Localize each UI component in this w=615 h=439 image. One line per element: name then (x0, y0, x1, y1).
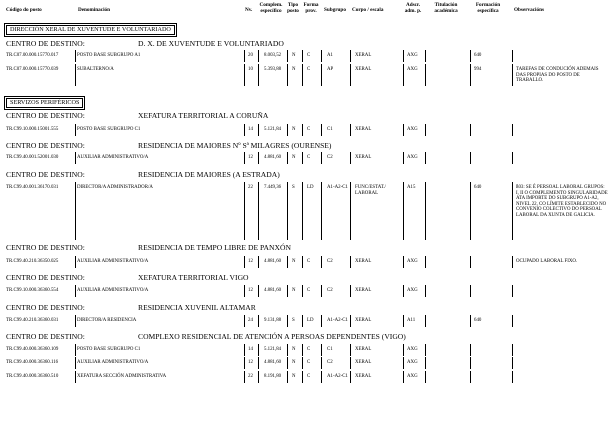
row-forma: LD (307, 185, 314, 190)
row-subgrupo: C2 (327, 259, 333, 264)
row-formacion: 994 (474, 67, 482, 72)
section-title: DIRECCIÓN XERAL DE XUVENTUDE E VOLUNTARIADO (6, 25, 175, 35)
row-nivel: 12 (248, 288, 253, 293)
row-complemento: 4.881,60 (264, 155, 282, 160)
row-subgrupo: A1-A2-C1 (327, 185, 348, 190)
row-codigo: TR.C99.40.210.36360.031 (6, 318, 59, 323)
column-separator (302, 64, 303, 86)
column-separator (512, 124, 513, 136)
row-complemento: 9.131,88 (264, 318, 282, 323)
column-separator (287, 357, 288, 369)
column-separator (350, 182, 351, 240)
column-separator (287, 371, 288, 383)
row-adscricion: AXG (407, 53, 418, 58)
column-separator (258, 152, 259, 164)
column-separator (512, 50, 513, 62)
column-separator (350, 285, 351, 297)
row-adscricion: AXG (407, 259, 418, 264)
header-tipo: Tipo posto (287, 2, 299, 14)
row-codigo: TR.C99.40.001.36170.031 (6, 185, 59, 190)
header-denominacion: Denominación (78, 7, 110, 13)
column-separator (350, 371, 351, 383)
column-separator (425, 344, 426, 356)
column-separator (287, 285, 288, 297)
column-separator (470, 315, 471, 327)
centro-destino-label: CENTRO DE DESTINO: (6, 332, 85, 341)
column-separator (403, 50, 404, 62)
row-nivel: 22 (248, 185, 253, 190)
column-separator (302, 152, 303, 164)
row-corpo: XERAL (355, 374, 372, 379)
row-denominacion: POSTO BASE SUBGRUPO A1 (77, 53, 141, 58)
row-forma: C (307, 53, 311, 58)
column-separator (244, 357, 245, 369)
row-subgrupo: C1 (327, 127, 333, 132)
column-separator (470, 124, 471, 136)
column-separator (512, 64, 513, 86)
row-subgrupo: A1-A2-C1 (327, 318, 348, 323)
row-tipo: N (292, 155, 296, 160)
column-separator (403, 152, 404, 164)
column-separator (75, 124, 76, 136)
row-complemento: 4.881,60 (264, 259, 282, 264)
column-separator (75, 315, 76, 327)
column-separator (258, 315, 259, 327)
row-subgrupo: A1-A2-C1 (327, 374, 348, 379)
column-separator (470, 357, 471, 369)
column-separator (258, 64, 259, 86)
column-separator (75, 50, 76, 62)
row-subgrupo: C1 (327, 347, 333, 352)
centro-destino-name: RESIDENCIA DE MAIORES Nº Sª MILAGRES (OURENSE) (138, 141, 332, 150)
column-separator (321, 50, 322, 62)
column-separator (425, 371, 426, 383)
column-separator (470, 285, 471, 297)
row-nivel: 12 (248, 155, 253, 160)
column-separator (302, 256, 303, 268)
row-corpo: XERAL (355, 288, 372, 293)
column-separator (287, 152, 288, 164)
column-separator (321, 315, 322, 327)
row-codigo: TR.C07.00.000.15770.039 (6, 67, 59, 72)
column-separator (512, 152, 513, 164)
column-separator (321, 124, 322, 136)
column-separator (321, 256, 322, 268)
row-tipo: N (292, 127, 296, 132)
row-observacions: OCUPADO LABORAL FIXO. (516, 259, 578, 264)
row-tipo: N (292, 347, 296, 352)
centro-destino-name: RESIDENCIA DE TEMPO LIBRE DE PANXÓN (138, 243, 291, 252)
row-complemento: 7.449,36 (264, 185, 282, 190)
column-separator (321, 182, 322, 240)
row-denominacion: AUXILIAR ADMINISTRATIVO/A (77, 288, 149, 293)
column-separator (287, 182, 288, 240)
row-forma: C (307, 347, 311, 352)
column-separator (258, 371, 259, 383)
column-separator (350, 344, 351, 356)
centro-destino-label: CENTRO DE DESTINO: (6, 273, 85, 282)
row-corpo: XERAL (355, 67, 372, 72)
row-codigo: TR.C99.40.000.36360.510 (6, 374, 59, 379)
row-tipo: N (292, 67, 296, 72)
column-separator (287, 315, 288, 327)
column-separator (512, 371, 513, 383)
row-codigo: TR.C99.40.001.52001.030 (6, 155, 59, 160)
column-separator (470, 344, 471, 356)
column-separator (512, 285, 513, 297)
row-observacions: TAREFAS DE CONDUCIÓN ADEMAIS DAS PROPIAS DO POSTO DE TRABALLO. (516, 67, 599, 83)
row-adscricion: AXG (407, 127, 418, 132)
column-separator (302, 344, 303, 356)
row-observacions: ß03: SE É PERSOAL LABORAL GRUPOS: I, II O COMPLEMENTO SINGULARIDADE ATA IMPORTE DO SUBGRUPO A1-A2, NIVEL 22, CO LÍMITE ESTABLECIDO NO CONVENIO COLECTIVO DO PERSOAL LABORAL DA XUNTA DE GALICIA. (516, 185, 608, 218)
column-separator (244, 64, 245, 86)
row-forma: C (307, 67, 311, 72)
column-separator (403, 371, 404, 383)
row-denominacion: POSTO BASE SUBGRUPO C1 (77, 127, 141, 132)
column-separator (258, 344, 259, 356)
column-separator (512, 344, 513, 356)
centro-destino-label: CENTRO DE DESTINO: (6, 141, 85, 150)
column-separator (302, 285, 303, 297)
row-corpo: XERAL (355, 318, 372, 323)
row-subgrupo: AP (327, 67, 334, 72)
centro-destino-label: CENTRO DE DESTINO: (6, 39, 85, 48)
row-complemento: 8.191,80 (264, 374, 282, 379)
column-separator (321, 285, 322, 297)
row-denominacion: AUXILIAR ADMINISTRATIVO/A (77, 259, 149, 264)
row-tipo: N (292, 53, 296, 58)
column-separator (258, 50, 259, 62)
column-separator (321, 344, 322, 356)
column-separator (425, 124, 426, 136)
row-adscricion: AXG (407, 288, 418, 293)
centro-destino-name: RESIDENCIA XUVENIL ALTAMAR (138, 303, 256, 312)
row-codigo: TR.C07.00.000.15770.017 (6, 53, 59, 58)
column-separator (258, 357, 259, 369)
row-forma: C (307, 155, 311, 160)
column-separator (321, 357, 322, 369)
row-tipo: S (292, 318, 295, 323)
column-separator (350, 124, 351, 136)
row-forma: C (307, 374, 311, 379)
row-forma: C (307, 127, 311, 132)
header-formacion: Formación específica (475, 2, 501, 14)
row-adscricion: A15 (407, 185, 416, 190)
column-separator (244, 152, 245, 164)
row-denominacion: AUXILIAR ADMINISTRATIVO/A (77, 155, 149, 160)
column-separator (244, 315, 245, 327)
column-separator (425, 50, 426, 62)
column-separator (244, 124, 245, 136)
header-titulacion: Titulación académica (434, 2, 458, 14)
column-separator (287, 64, 288, 86)
column-separator (258, 124, 259, 136)
column-separator (302, 371, 303, 383)
column-separator (512, 315, 513, 327)
row-complemento: 5.121,84 (264, 347, 282, 352)
column-separator (425, 64, 426, 86)
centro-destino-name: XEFATURA TERRITORIAL VIGO (138, 273, 249, 282)
column-separator (75, 64, 76, 86)
column-separator (244, 344, 245, 356)
column-separator (258, 256, 259, 268)
column-separator (75, 152, 76, 164)
row-denominacion: DIRECTOR/A ADMINISTRADOR/A (77, 185, 153, 190)
row-denominacion: DIRECTOR/A RESIDENCIA (77, 318, 137, 323)
header-observacions: Observacións (514, 7, 544, 13)
centro-destino-name: COMPLEXO RESIDENCIAL DE ATENCIÓN A PERSOAS DEPENDENTES (VIGO) (138, 332, 406, 341)
column-separator (403, 124, 404, 136)
row-nivel: 20 (248, 53, 253, 58)
row-subgrupo: C2 (327, 288, 333, 293)
row-corpo: XERAL (355, 127, 372, 132)
column-separator (75, 344, 76, 356)
column-separator (302, 357, 303, 369)
header-adscricion: Adscr. adm. p. (404, 2, 422, 14)
row-corpo: XERAL (355, 53, 372, 58)
column-separator (470, 64, 471, 86)
column-separator (403, 357, 404, 369)
column-separator (75, 285, 76, 297)
column-separator (75, 357, 76, 369)
header-forma: Forma prov. (303, 2, 319, 14)
header-nivel: Nv. (245, 7, 253, 13)
row-nivel: 12 (248, 259, 253, 264)
row-codigo: TR.C99.40.000.36360.109 (6, 347, 59, 352)
header-corpo: Corpo / escala (352, 7, 384, 13)
column-separator (470, 50, 471, 62)
column-separator (512, 182, 513, 240)
row-nivel: 10 (248, 67, 253, 72)
column-separator (302, 50, 303, 62)
column-separator (350, 50, 351, 62)
column-separator (258, 285, 259, 297)
row-adscricion: AXG (407, 155, 418, 160)
row-nivel: 14 (248, 127, 253, 132)
centro-destino-name: XEFATURA TERRITORIAL A CORUÑA (138, 111, 269, 120)
header-complemento: Complem. específico (259, 2, 283, 14)
column-separator (403, 182, 404, 240)
row-adscricion: AXG (407, 67, 418, 72)
row-subgrupo: A1 (327, 53, 333, 58)
row-adscricion: AXG (407, 347, 418, 352)
column-separator (425, 315, 426, 327)
section-title-box (4, 96, 85, 110)
column-separator (470, 371, 471, 383)
row-corpo: FUNC/ESTAT./ LABORAL (355, 185, 386, 196)
row-complemento: 4.881,60 (264, 288, 282, 293)
column-separator (403, 64, 404, 86)
column-separator (403, 315, 404, 327)
row-tipo: S (292, 185, 295, 190)
row-subgrupo: C2 (327, 360, 333, 365)
row-codigo: TR.C99.10.000.36360.554 (6, 288, 59, 293)
row-corpo: XERAL (355, 155, 372, 160)
row-tipo: N (292, 259, 296, 264)
row-forma: C (307, 259, 311, 264)
row-adscricion: AXG (407, 360, 418, 365)
row-complemento: 5.121,84 (264, 127, 282, 132)
centro-destino-label: CENTRO DE DESTINO: (6, 111, 85, 120)
row-codigo: TR.C99.10.000.15001.555 (6, 127, 59, 132)
row-nivel: 14 (248, 347, 253, 352)
column-separator (321, 371, 322, 383)
row-nivel: 24 (248, 318, 253, 323)
column-separator (425, 357, 426, 369)
row-denominacion: XEFATURA SECCIÓN ADMINISTRATIVA (77, 374, 167, 379)
row-corpo: XERAL (355, 347, 372, 352)
column-separator (75, 182, 76, 240)
column-separator (287, 124, 288, 136)
column-separator (302, 182, 303, 240)
row-nivel: 12 (248, 360, 253, 365)
column-separator (425, 152, 426, 164)
row-tipo: N (292, 374, 296, 379)
row-forma: C (307, 360, 311, 365)
row-complemento: 8.003,52 (264, 53, 282, 58)
row-corpo: XERAL (355, 259, 372, 264)
column-separator (244, 285, 245, 297)
row-denominacion: AUXILIAR ADMINISTRATIVO/A (77, 360, 149, 365)
column-separator (350, 256, 351, 268)
column-separator (302, 124, 303, 136)
column-separator (512, 357, 513, 369)
column-separator (350, 152, 351, 164)
section-title-box (4, 23, 177, 37)
row-complemento: 5.393,88 (264, 67, 282, 72)
row-forma: LD (307, 318, 314, 323)
row-adscricion: AXG (407, 374, 418, 379)
row-nivel: 22 (248, 374, 253, 379)
column-separator (287, 50, 288, 62)
column-separator (75, 256, 76, 268)
column-separator (350, 357, 351, 369)
row-tipo: N (292, 360, 296, 365)
row-adscricion: A11 (407, 318, 416, 323)
column-separator (321, 152, 322, 164)
centro-destino-label: CENTRO DE DESTINO: (6, 170, 85, 179)
column-separator (470, 152, 471, 164)
column-separator (350, 64, 351, 86)
row-denominacion: SUBALTERNO/A (77, 67, 114, 72)
column-separator (258, 182, 259, 240)
header-subgrupo: Subgrupo (324, 7, 346, 13)
row-forma: C (307, 288, 311, 293)
section-title: SERVIZOS PERIFÉRICOS (6, 98, 83, 108)
row-codigo: TR.C99.40.210.36350.025 (6, 259, 59, 264)
column-separator (244, 182, 245, 240)
column-separator (287, 344, 288, 356)
column-separator (425, 182, 426, 240)
column-separator (244, 50, 245, 62)
column-separator (350, 315, 351, 327)
column-separator (403, 256, 404, 268)
row-denominacion: POSTO BASE SUBGRUPO C1 (77, 347, 141, 352)
column-separator (470, 182, 471, 240)
centro-destino-name: D. X. DE XUVENTUDE E VOLUNTARIADO (138, 39, 284, 48)
row-tipo: N (292, 288, 296, 293)
column-separator (321, 64, 322, 86)
column-separator (470, 256, 471, 268)
row-complemento: 4.881,60 (264, 360, 282, 365)
column-separator (244, 371, 245, 383)
column-separator (425, 285, 426, 297)
centro-destino-label: CENTRO DE DESTINO: (6, 303, 85, 312)
row-formacion: 640 (474, 53, 482, 58)
header-codigo: Código do posto (6, 7, 42, 13)
column-separator (75, 371, 76, 383)
column-separator (302, 315, 303, 327)
column-separator (512, 256, 513, 268)
column-separator (403, 285, 404, 297)
row-codigo: TR.C99.40.000.36360.116 (6, 360, 59, 365)
row-formacion: 640 (474, 185, 482, 190)
centro-destino-name: RESIDENCIA DE MAIORES (A ESTRADA) (138, 170, 280, 179)
column-separator (425, 256, 426, 268)
row-corpo: XERAL (355, 360, 372, 365)
column-separator (287, 256, 288, 268)
row-formacion: 640 (474, 318, 482, 323)
row-subgrupo: C2 (327, 155, 333, 160)
column-separator (403, 344, 404, 356)
column-separator (244, 256, 245, 268)
centro-destino-label: CENTRO DE DESTINO: (6, 243, 85, 252)
